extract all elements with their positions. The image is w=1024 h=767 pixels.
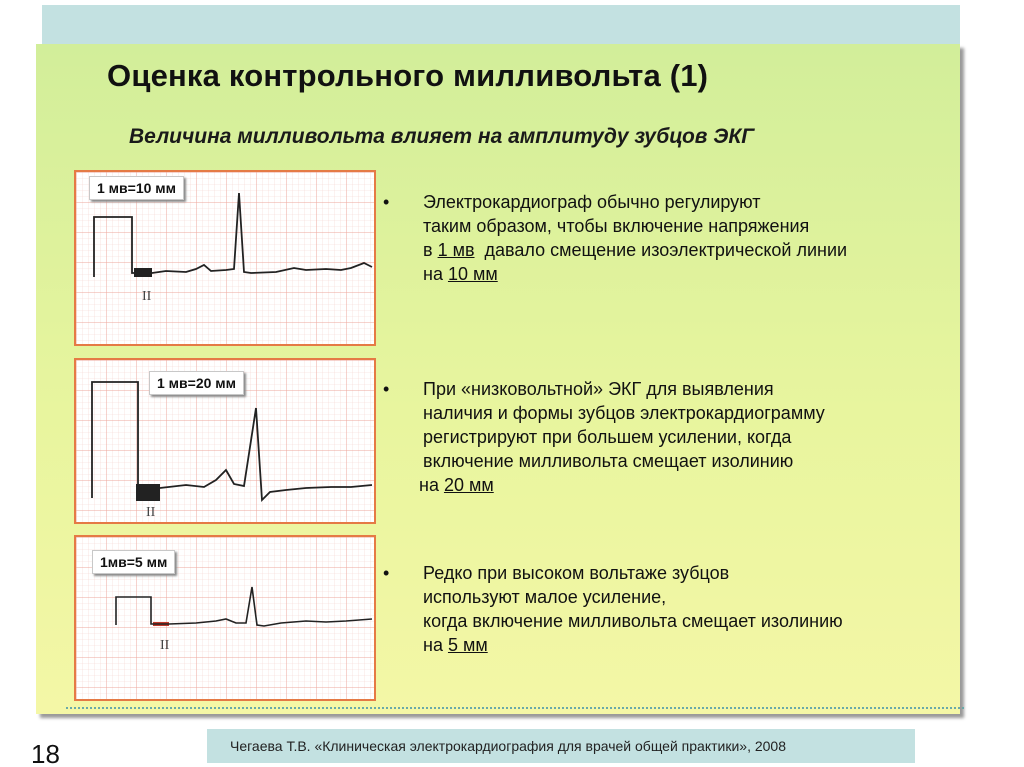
bullet-text: когда включение милливольта смещает изолинию [423, 611, 843, 631]
bullet-text [423, 238, 968, 262]
title-band [42, 5, 960, 45]
calibration-block [136, 484, 160, 501]
bullet-text: наличия и формы зубцов электрокардиограмму [423, 403, 825, 423]
bullet-marker: • [383, 379, 390, 399]
bullet-high-gain [383, 377, 968, 497]
text-fragment: в [423, 240, 438, 260]
bullet-text: регистрируют при большем усилении, когда [423, 427, 792, 447]
text-fragment: на [419, 475, 444, 495]
text-fragment: давало смещение изоэлектрической линии [474, 240, 848, 260]
bullet-low-gain [383, 561, 968, 657]
bullet-text: включение милливольта смещает изолинию [423, 451, 794, 471]
lead-label: II [146, 505, 156, 520]
scale-label-20mm: 1 мв=20 мм [149, 371, 244, 395]
slide-subtitle: Величина милливольта влияет на амплитуду зубцов ЭКГ [129, 125, 755, 148]
bullet-text: таким образом, чтобы включение напряжения [423, 216, 810, 236]
bullet-text: При «низковольтной» ЭКГ для выявления [423, 379, 774, 399]
dotted-divider [66, 707, 964, 709]
text-fragment: на [423, 264, 448, 284]
underlined-value: 20 мм [443, 475, 494, 495]
underlined-value: 1 мв [437, 240, 475, 260]
bullet-text [423, 633, 968, 657]
lead-label: II [160, 638, 170, 653]
bullet-marker: • [383, 563, 390, 583]
bullet-marker: • [383, 192, 390, 212]
scale-label-5mm: 1мв=5 мм [92, 550, 175, 574]
bullet-text [419, 473, 968, 497]
lead-label: II [142, 289, 152, 304]
underlined-value: 10 мм [447, 264, 498, 284]
scale-label-10mm: 1 мв=10 мм [89, 176, 184, 200]
text-fragment: на [423, 635, 448, 655]
bullet-text: используют малое усиление, [423, 587, 667, 607]
bullet-text [423, 262, 968, 286]
page-number: 18 [31, 739, 60, 767]
underlined-value: 5 мм [447, 635, 488, 655]
source-citation: Чегаева Т.В. «Клиническая электрокардиография для врачей общей практики», 2008 [207, 729, 915, 763]
bullet-text: Редко при высоком вольтаже зубцов [423, 563, 730, 583]
bullet-standard-gain [383, 190, 968, 286]
bullet-text: Электрокардиограф обычно регулируют [423, 192, 761, 212]
slide-title: Оценка контрольного милливольта (1) [107, 58, 709, 93]
